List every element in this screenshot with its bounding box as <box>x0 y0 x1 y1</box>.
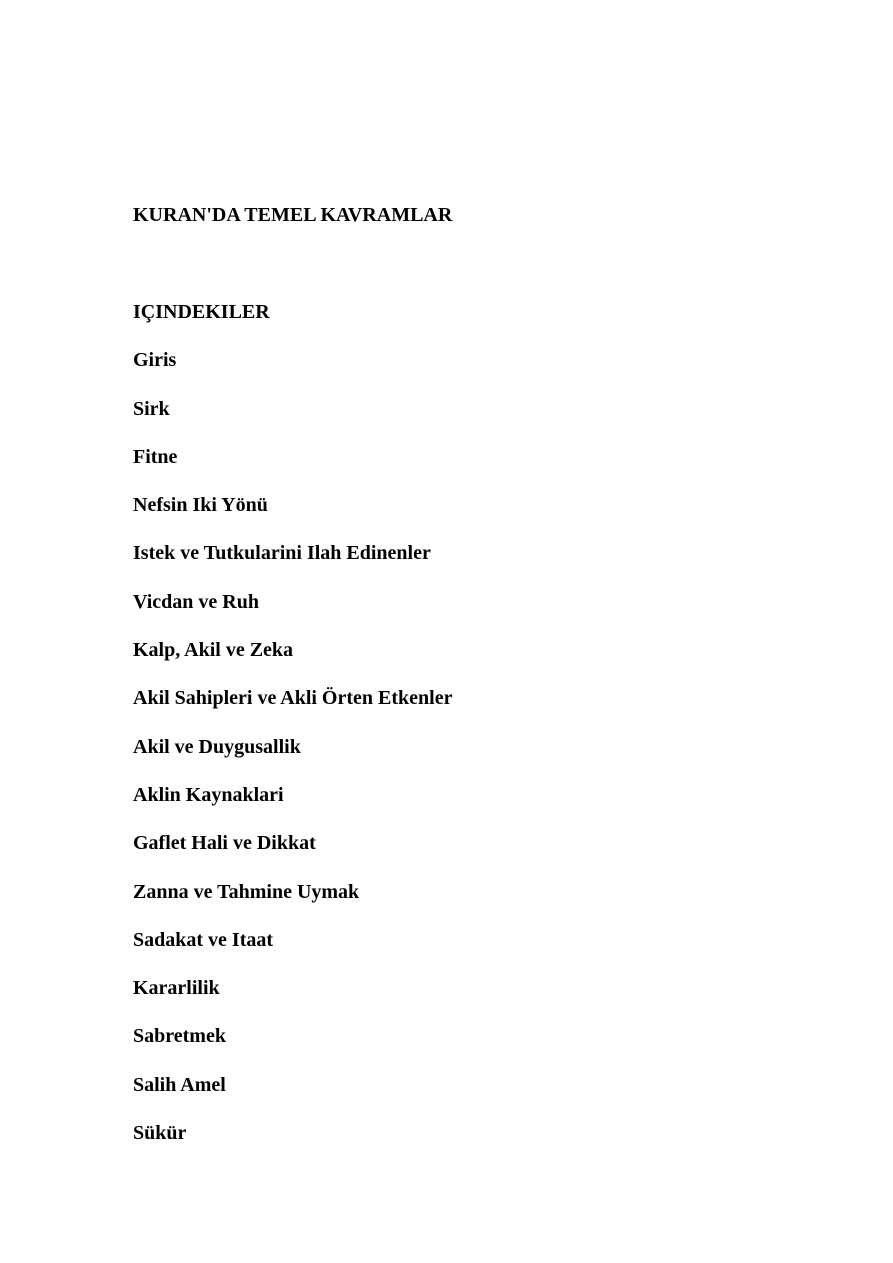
toc-item-vicdan-ve-ruh: Vicdan ve Ruh <box>133 590 259 613</box>
toc-item-akil-ve-duygusallik: Akil ve Duygusallik <box>133 735 301 758</box>
toc-item-sadakat-ve-itaat: Sadakat ve Itaat <box>133 928 274 951</box>
toc-item-akil-sahipleri: Akil Sahipleri ve Akli Örten Etkenler <box>133 687 453 710</box>
toc-item-fitne: Fitne <box>133 445 178 468</box>
toc-item-istek-ve-tutkularini: Istek ve Tutkularini Ilah Edinenler <box>133 542 431 565</box>
toc-item-aklin-kaynaklari: Aklin Kaynaklari <box>133 783 284 806</box>
toc-item-kalp-akil-zeka: Kalp, Akil ve Zeka <box>133 639 294 662</box>
toc-item-nefsin-iki-yonu: Nefsin Iki Yönü <box>133 494 268 517</box>
toc-item-giris: Giris <box>133 349 177 372</box>
toc-item-salih-amel: Salih Amel <box>133 1073 226 1096</box>
table-of-contents <box>133 300 452 1169</box>
toc-item-sukur: Sükür <box>133 1122 187 1145</box>
toc-heading: IÇINDEKILER <box>133 301 270 323</box>
document-title: KURAN'DA TEMEL KAVRAMLAR <box>133 204 453 226</box>
toc-item-sabretmek: Sabretmek <box>133 1025 226 1048</box>
toc-item-zanna-ve-tahmine: Zanna ve Tahmine Uymak <box>133 880 360 903</box>
toc-item-sirk: Sirk <box>133 397 170 420</box>
toc-item-kararlilik: Kararlilik <box>133 977 220 1000</box>
toc-item-gaflet-hali: Gaflet Hali ve Dikkat <box>133 832 316 855</box>
